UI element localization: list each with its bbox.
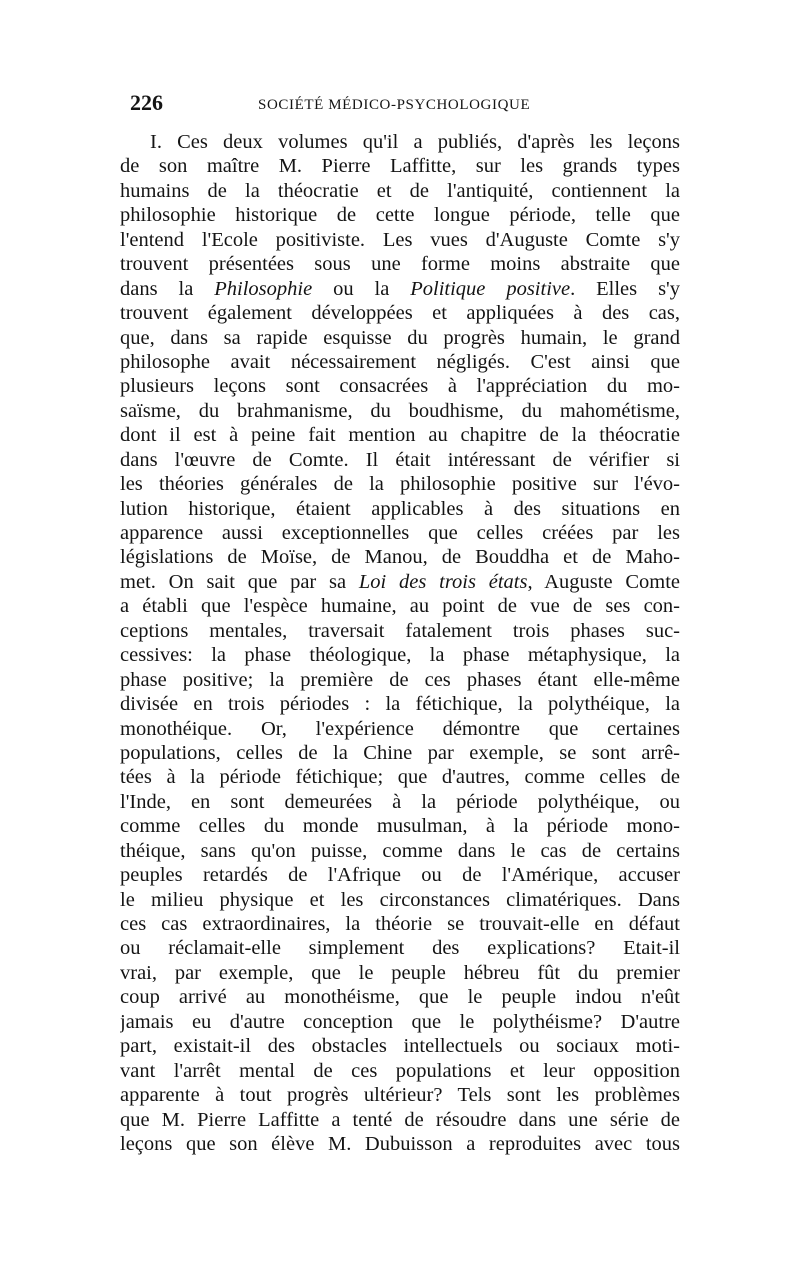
text-run: humains de la théocratie et de l'antiquité, contiennent la (120, 179, 680, 202)
text-line (120, 472, 680, 496)
text-run: , Auguste Comte (527, 570, 680, 593)
text-run: dont il est à peine fait mention au chapitre de la théocratie (120, 424, 680, 447)
text-line (120, 936, 680, 960)
text-line (120, 326, 680, 350)
text-line (120, 863, 680, 887)
italic-title: Politique positive (410, 277, 571, 300)
text-run: met. On sait que par sa (120, 570, 359, 593)
text-line (120, 497, 680, 521)
text-line (120, 1010, 680, 1034)
text-line (120, 765, 680, 789)
footnote-body (120, 130, 680, 1156)
text-run: a établi que l'espèce humaine, au point de vue de ses con- (120, 595, 680, 618)
text-run: philosophe avait nécessairement négligés. C'est ainsi que (120, 350, 680, 373)
text-line (120, 741, 680, 765)
text-line (120, 252, 680, 276)
text-run: dans la (120, 277, 215, 300)
text-run: dans l'œuvre de Comte. Il était intéressant de vérifier si (120, 448, 680, 471)
text-line (120, 1108, 680, 1132)
italic-title: Philosophie (214, 277, 313, 300)
text-line (120, 1059, 680, 1083)
text-run: l'entend l'Ecole positiviste. Les vues d'Auguste Comte s'y (120, 228, 680, 251)
text-run: coup arrivé au monothéisme, que le peuple indou n'eût (120, 986, 680, 1009)
text-line (120, 814, 680, 838)
text-line (120, 277, 680, 301)
text-line (120, 545, 680, 569)
text-line (120, 423, 680, 447)
page-number: 226 (130, 90, 163, 115)
text-line (120, 912, 680, 936)
text-run: le milieu physique et les circonstances climatériques. Dans (120, 888, 680, 911)
text-line (120, 301, 680, 325)
text-line (120, 448, 680, 472)
text-run: saïsme, du brahmanisme, du boudhisme, du mahométisme, (120, 399, 680, 422)
text-line (120, 203, 680, 227)
text-run: de son maître M. Pierre Laffitte, sur les grands types (120, 155, 680, 178)
text-run: peuples retardés de l'Afrique ou de l'Amérique, accuser (120, 864, 680, 887)
text-line (120, 594, 680, 618)
text-run: . Elles s'y (570, 277, 680, 300)
text-run: leçons que son élève M. Dubuisson a reproduites avec tous (120, 1132, 680, 1155)
text-line (120, 521, 680, 545)
text-run: législations de Moïse, de Manou, de Bouddha et de Maho- (120, 546, 680, 569)
text-run: apparente à tout progrès ultérieur? Tels sont les problèmes (120, 1084, 680, 1107)
text-run: plusieurs leçons sont consacrées à l'appréciation du mo- (120, 375, 680, 398)
text-run: cessives: la phase théologique, la phase métaphysique, la (120, 644, 680, 667)
text-line (120, 790, 680, 814)
text-run: ces cas extraordinaires, la théorie se trouvait-elle en défaut (120, 913, 680, 935)
text-line (120, 570, 680, 594)
text-run: apparence aussi exceptionnelles que celles créées par les (120, 522, 680, 544)
text-run: vrai, par exemple, que le peuple hébreu fût du premier (120, 961, 680, 984)
text-run: théique, sans qu'on puisse, comme dans le cas de certains (120, 839, 680, 862)
text-run: comme celles du monde musulman, à la période mono- (120, 815, 680, 838)
text-line (120, 985, 680, 1009)
text-run: l'Inde, en sont demeurées à la période polythéique, ou (120, 790, 680, 813)
text-line (120, 130, 680, 154)
text-run: ou la (312, 277, 411, 300)
text-line (120, 399, 680, 423)
text-line (120, 668, 680, 692)
text-line (120, 1132, 680, 1156)
text-run: I. Ces deux volumes qu'il a publiés, d'après les leçons (150, 131, 680, 153)
text-run: populations, celles de la Chine par exemple, se sont arrê- (120, 741, 680, 764)
text-run: ceptions mentales, traversait fatalement trois phases suc- (120, 619, 680, 642)
text-run: tées à la période fétichique; que d'autres, comme celles de (120, 766, 680, 789)
text-line (120, 692, 680, 716)
text-run: que M. Pierre Laffitte a tenté de résoudre dans une série de (120, 1108, 680, 1131)
text-line (120, 961, 680, 985)
text-run: divisée en trois périodes : la fétichique, la polythéique, la (120, 693, 680, 716)
text-run: les théories générales de la philosophie positive sur l'évo- (120, 473, 680, 496)
text-run: ou réclamait-elle simplement des explications? Etait-il (120, 937, 680, 960)
text-run: jamais eu d'autre conception que le polythéisme? D'autre (120, 1010, 680, 1033)
text-line (120, 1034, 680, 1058)
text-run: vant l'arrêt mental de ces populations et leur opposition (120, 1059, 680, 1082)
text-line (120, 154, 680, 178)
italic-title: Loi des trois états (358, 570, 528, 593)
text-run: trouvent présentées sous une forme moins abstraite que (120, 253, 680, 276)
text-run: trouvent également développées et appliquées à des cas, (120, 302, 680, 325)
text-line (120, 228, 680, 252)
text-line (120, 643, 680, 667)
text-run: part, existait-il des obstacles intellectuels ou sociaux moti- (120, 1035, 680, 1058)
text-line (120, 179, 680, 203)
text-run: philosophie historique de cette longue période, telle que (120, 204, 680, 227)
text-line (120, 374, 680, 398)
text-line (120, 619, 680, 643)
text-line (120, 350, 680, 374)
text-run: monothéique. Or, l'expérience démontre que certaines (120, 717, 680, 740)
text-run: que, dans sa rapide esquisse du progrès humain, le grand (120, 326, 680, 349)
text-run: phase positive; la première de ces phases étant elle-même (120, 668, 680, 691)
text-line (120, 839, 680, 863)
text-line (120, 888, 680, 912)
text-run: lution historique, étaient applicables à des situations en (120, 497, 680, 520)
text-line (120, 717, 680, 741)
text-line (120, 1083, 680, 1107)
running-head: SOCIÉTÉ MÉDICO-PSYCHOLOGIQUE (258, 97, 531, 113)
